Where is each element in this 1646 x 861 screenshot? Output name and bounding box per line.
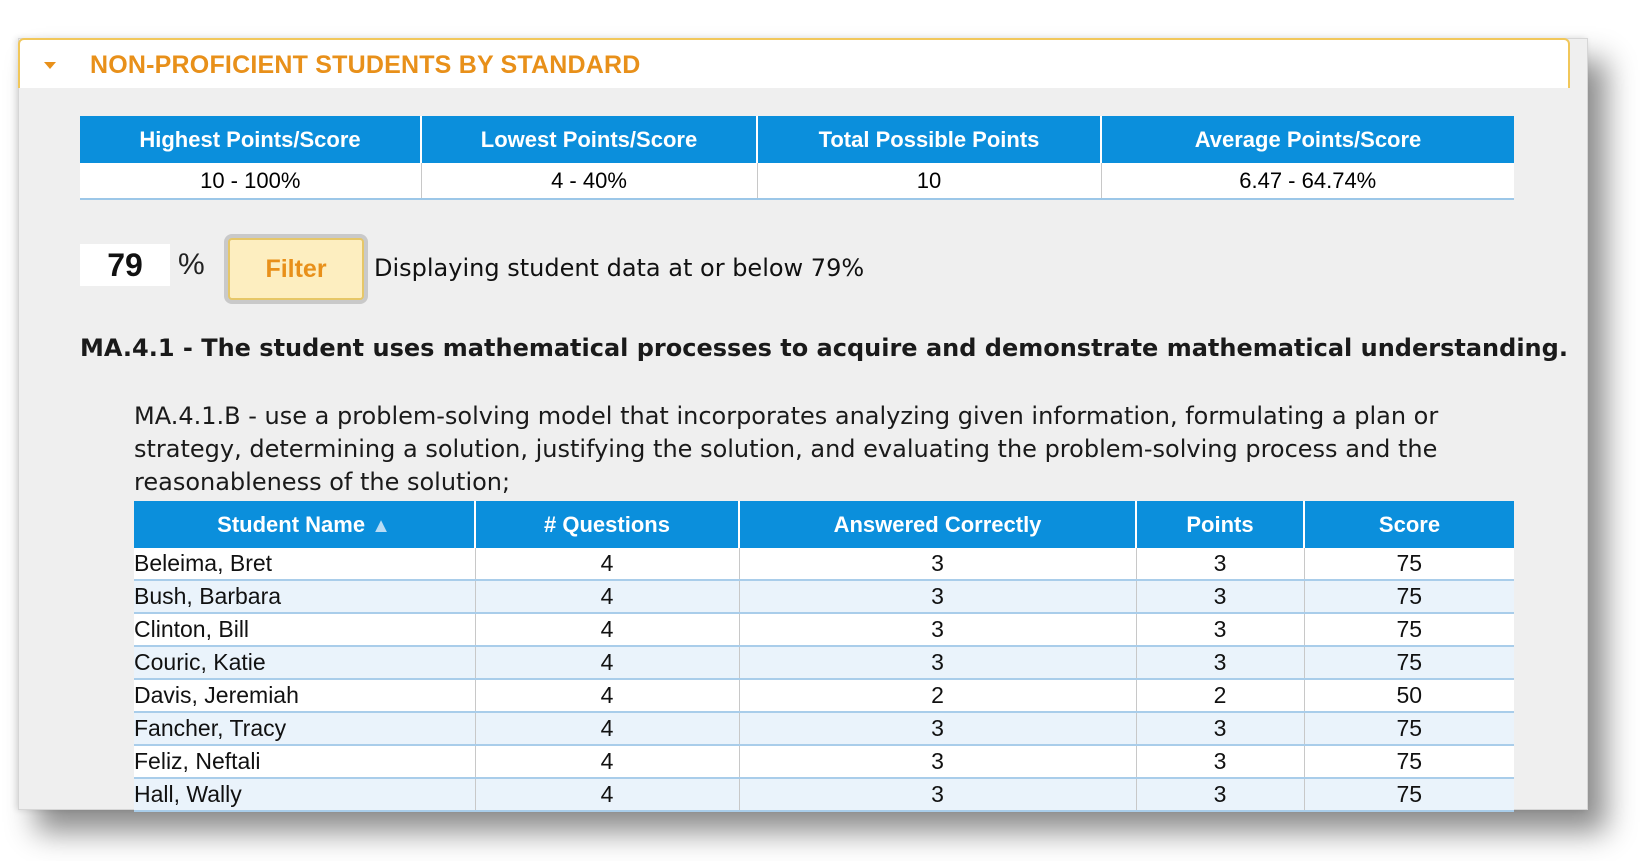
answered-cell: 3 <box>739 548 1136 580</box>
score-cell: 75 <box>1304 548 1514 580</box>
score-cell: 75 <box>1304 745 1514 778</box>
header-highest: Highest Points/Score <box>80 116 421 163</box>
student-name: Couric, Katie <box>134 646 475 679</box>
column-student-name[interactable] <box>134 501 475 548</box>
table-row <box>134 712 1514 745</box>
questions-cell: 4 <box>475 646 739 679</box>
student-name: Clinton, Bill <box>134 613 475 646</box>
student-name: Fancher, Tracy <box>134 712 475 745</box>
column-answered-correctly[interactable]: Answered Correctly <box>739 501 1136 548</box>
score-cell: 75 <box>1304 580 1514 613</box>
points-cell: 3 <box>1136 712 1304 745</box>
student-name: Beleima, Bret <box>134 548 475 580</box>
score-cell: 75 <box>1304 613 1514 646</box>
table-row <box>134 679 1514 712</box>
percent-sign: % <box>178 248 205 281</box>
sort-ascending-icon[interactable]: ▲ <box>371 514 391 537</box>
column-questions[interactable]: # Questions <box>475 501 739 548</box>
answered-cell: 2 <box>739 679 1136 712</box>
points-cell: 3 <box>1136 580 1304 613</box>
filter-percent-input[interactable] <box>80 244 170 286</box>
questions-cell: 4 <box>475 778 739 811</box>
standard-title: MA.4.1 - The student uses mathematical processes to acquire and demonstrate mathematical understanding. <box>80 334 1568 362</box>
score-cell: 75 <box>1304 712 1514 745</box>
questions-cell: 4 <box>475 745 739 778</box>
questions-cell: 4 <box>475 580 739 613</box>
student-name: Hall, Wally <box>134 778 475 811</box>
header-total-possible: Total Possible Points <box>757 116 1101 163</box>
table-row <box>134 613 1514 646</box>
collapse-triangle-icon[interactable] <box>44 62 56 69</box>
answered-cell: 3 <box>739 712 1136 745</box>
column-student-name-label: Student Name <box>217 511 366 537</box>
filter-button[interactable]: Filter <box>228 238 364 300</box>
sub-standard-description: MA.4.1.B - use a problem-solving model that incorporates analyzing given information, formulating a plan or strategy, determining a solution, justifying the solution, and evaluating the problem-solving process and the reasonableness of the solution; <box>134 402 1439 496</box>
value-highest: 10 - 100% <box>80 163 421 199</box>
questions-cell: 4 <box>475 613 739 646</box>
table-row <box>134 646 1514 679</box>
answered-cell: 3 <box>739 646 1136 679</box>
points-cell: 3 <box>1136 778 1304 811</box>
answered-cell: 3 <box>739 613 1136 646</box>
students-table <box>134 501 1514 812</box>
table-row <box>134 548 1514 580</box>
score-cell: 75 <box>1304 646 1514 679</box>
value-total-possible: 10 <box>757 163 1101 199</box>
summary-table <box>80 116 1514 200</box>
points-cell: 3 <box>1136 613 1304 646</box>
questions-cell: 4 <box>475 712 739 745</box>
points-cell: 3 <box>1136 745 1304 778</box>
score-cell: 75 <box>1304 778 1514 811</box>
answered-cell: 3 <box>739 745 1136 778</box>
student-name: Davis, Jeremiah <box>134 679 475 712</box>
questions-cell: 4 <box>475 548 739 580</box>
filter-status-text: Displaying student data at or below 79% <box>374 254 865 282</box>
table-row <box>134 580 1514 613</box>
panel-title: NON-PROFICIENT STUDENTS BY STANDARD <box>90 51 641 79</box>
answered-cell: 3 <box>739 580 1136 613</box>
points-cell: 3 <box>1136 646 1304 679</box>
student-name: Bush, Barbara <box>134 580 475 613</box>
questions-cell: 4 <box>475 679 739 712</box>
answered-cell: 3 <box>739 778 1136 811</box>
table-row <box>134 778 1514 811</box>
value-lowest: 4 - 40% <box>421 163 757 199</box>
column-points[interactable]: Points <box>1136 501 1304 548</box>
column-score[interactable]: Score <box>1304 501 1514 548</box>
points-cell: 2 <box>1136 679 1304 712</box>
header-average: Average Points/Score <box>1101 116 1514 163</box>
score-cell: 50 <box>1304 679 1514 712</box>
panel-header[interactable] <box>18 38 1570 88</box>
value-average: 6.47 - 64.74% <box>1101 163 1514 199</box>
points-cell: 3 <box>1136 548 1304 580</box>
table-row <box>134 745 1514 778</box>
student-name: Feliz, Neftali <box>134 745 475 778</box>
header-lowest: Lowest Points/Score <box>421 116 757 163</box>
